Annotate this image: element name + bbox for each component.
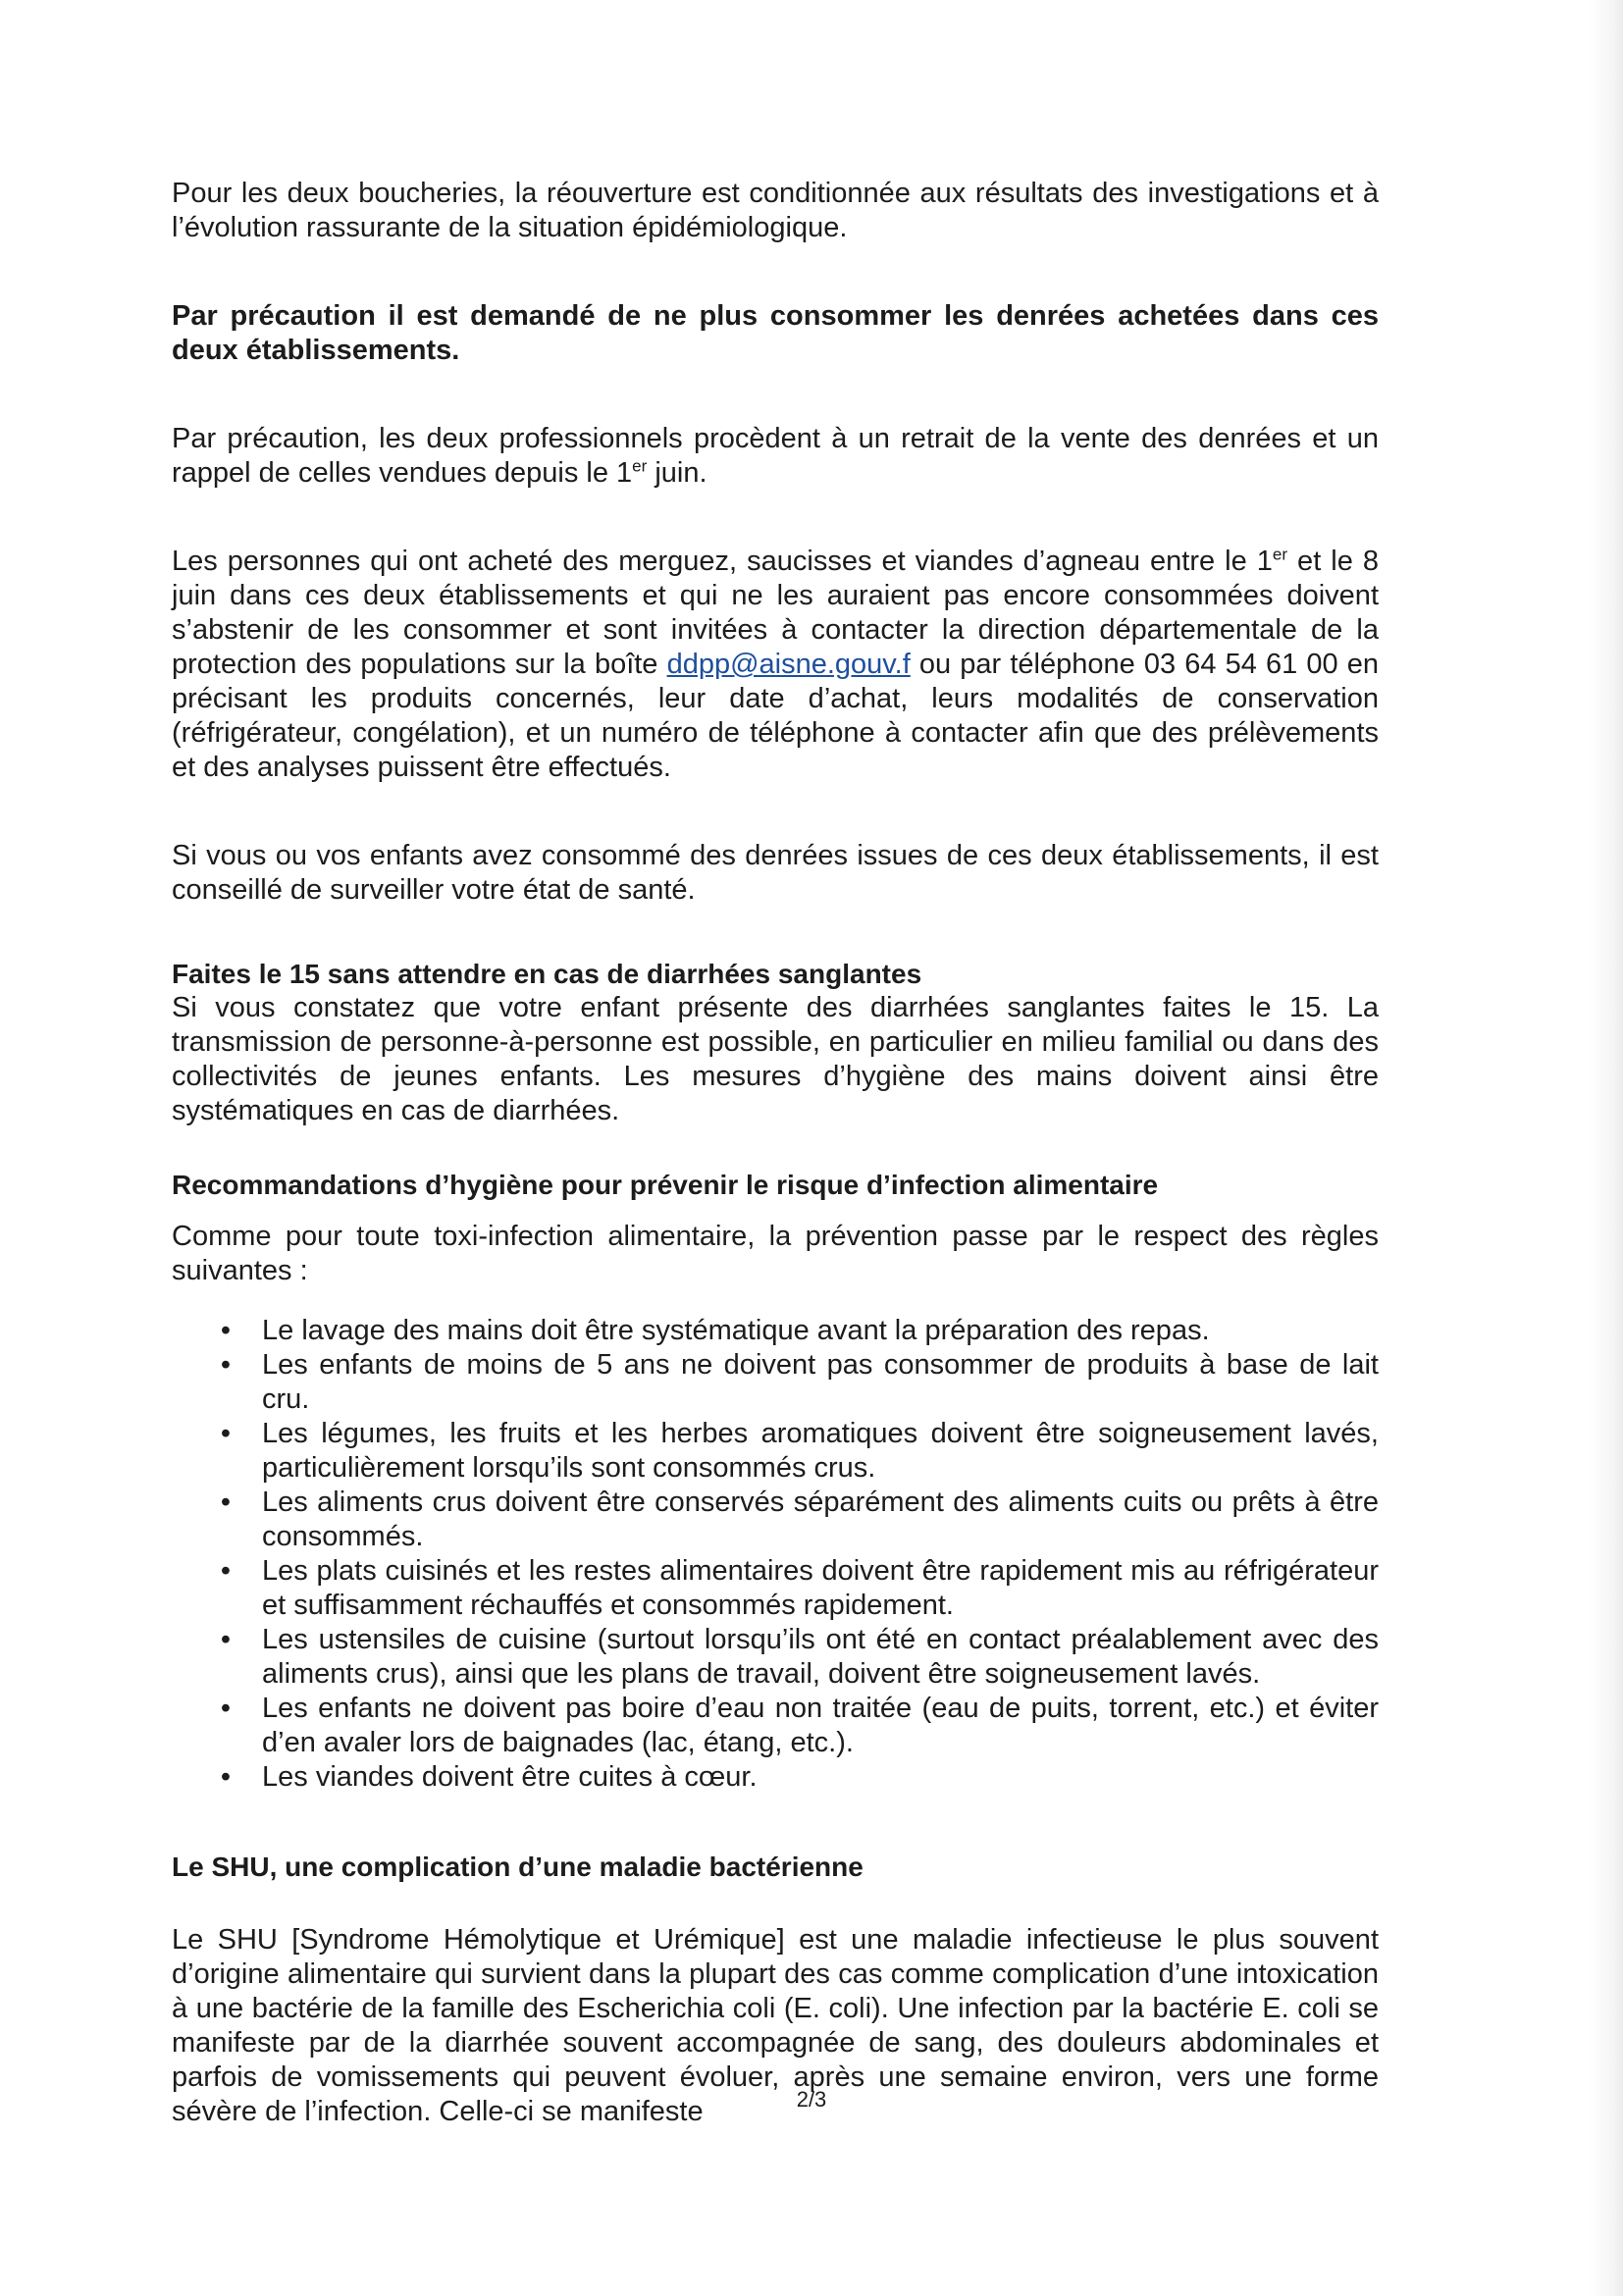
list-item-text: Les plats cuisinés et les restes alimentaires doivent être rapidement mis au réfrigérateur et suffisamment réchauffés et consommés rapidement. bbox=[262, 1555, 1379, 1621]
buyers-text-a: Les personnes qui ont acheté des merguez, saucisses et viandes d’agneau entre le 1 bbox=[172, 546, 1273, 577]
list-item bbox=[172, 1554, 1379, 1623]
reopening-paragraph: Pour les deux boucheries, la réouverture est conditionnée aux résultats des investigations et à l’évolution rassurante de la situation épidémiologique. bbox=[172, 178, 1379, 243]
bullet-icon: • bbox=[220, 1555, 232, 1587]
bullet-icon: • bbox=[220, 1418, 232, 1449]
bullet-icon: • bbox=[220, 1487, 232, 1518]
buyers-text-c: ou par téléphone 03 64 54 61 00 en précisant les produits concernés, leur date d’achat, leurs modalités de conservation (réfrigérateur, congélation), et un numéro de téléphone à contacter afin que des prélèvements et des analyses puissent être effectués. bbox=[172, 649, 1380, 783]
hygiene-rules-list bbox=[172, 1314, 1379, 1795]
bullet-icon: • bbox=[220, 1693, 232, 1724]
hygiene-intro: Comme pour toute toxi-infection alimentaire, la prévention passe par le respect des règles suivantes : bbox=[172, 1221, 1379, 1286]
precaution-warning: Par précaution il est demandé de ne plus consommer les denrées achetées dans ces deux établissements. bbox=[172, 300, 1379, 366]
list-item-text: Les enfants de moins de 5 ans ne doivent pas consommer de produits à base de lait cru. bbox=[262, 1349, 1379, 1415]
recall-text-end: juin. bbox=[647, 457, 707, 489]
recall-text: Par précaution, les deux professionnels procèdent à un retrait de la vente des denrées et un rappel de celles vendues depuis le 1 bbox=[172, 423, 1379, 489]
list-item-text: Les aliments crus doivent être conservés séparément des aliments cuits ou prêts à être consommés. bbox=[262, 1487, 1379, 1552]
document-body bbox=[172, 177, 1379, 2129]
list-item-text: Les enfants ne doivent pas boire d’eau non traitée (eau de puits, torrent, etc.) et éviter d’en avaler lors de baignades (lac, étang, etc.). bbox=[262, 1693, 1379, 1758]
list-item-text: Les viandes doivent être cuites à cœur. bbox=[262, 1761, 758, 1793]
list-item bbox=[172, 1314, 1379, 1348]
recall-paragraph bbox=[172, 422, 1379, 491]
buyers-instructions-paragraph bbox=[172, 545, 1379, 785]
list-item bbox=[172, 1692, 1379, 1760]
scan-edge-shadow bbox=[1588, 0, 1623, 2296]
list-item-text: Les légumes, les fruits et les herbes aromatiques doivent être soigneusement lavés, particulièrement lorsqu’ils sont consommés crus. bbox=[262, 1418, 1379, 1484]
list-item-text: Le lavage des mains doit être systématique avant la préparation des repas. bbox=[262, 1315, 1210, 1346]
buyers-superscript: er bbox=[1272, 545, 1288, 564]
page-number: 2/3 bbox=[796, 2087, 827, 2112]
list-item-text: Les ustensiles de cuisine (surtout lorsqu’ils ont été en contact préalablement avec des aliments crus), ainsi que les plans de travail, doivent être soigneusement lavés. bbox=[262, 1624, 1379, 1690]
shu-paragraph: Le SHU [Syndrome Hémolytique et Urémique] est une maladie infectieuse le plus souvent d’origine alimentaire qui survient dans la plupart des cas comme complication d’une intoxication à une bactérie de la famille des Escherichia coli (E. coli). Une infection par la bactérie E. coli se manifeste par de la diarrhée souvent accompagnée de sang, des douleurs abdominales et parfois de vomissements qui peuvent évoluer, après une semaine environ, vers une forme sévère de l’infection. Celle-ci se manifeste bbox=[172, 1924, 1379, 2127]
recall-superscript: er bbox=[632, 456, 648, 476]
emergency-paragraph: Si vous constatez que votre enfant présente des diarrhées sanglantes faites le 15. La transmission de personne-à-personne est possible, en particulier en milieu familial ou dans des collectivités de jeunes enfants. Les mesures d’hygiène des mains doivent ainsi être systématiques en cas de diarrhées. bbox=[172, 992, 1379, 1126]
list-item bbox=[172, 1486, 1379, 1554]
health-monitoring-paragraph: Si vous ou vos enfants avez consommé des denrées issues de ces deux établissements, il est conseillé de surveiller votre état de santé. bbox=[172, 840, 1379, 906]
bullet-icon: • bbox=[220, 1315, 232, 1346]
list-item bbox=[172, 1760, 1379, 1795]
bullet-icon: • bbox=[220, 1624, 232, 1655]
list-item bbox=[172, 1348, 1379, 1417]
bullet-icon: • bbox=[220, 1761, 232, 1793]
list-item bbox=[172, 1623, 1379, 1692]
bullet-icon: • bbox=[220, 1349, 232, 1381]
emergency-heading: Faites le 15 sans attendre en cas de diarrhées sanglantes bbox=[172, 959, 922, 989]
hygiene-heading: Recommandations d’hygiène pour prévenir le risque d’infection alimentaire bbox=[172, 1170, 1159, 1200]
contact-email-link[interactable]: ddpp@aisne.gouv.f bbox=[666, 649, 911, 680]
shu-heading: Le SHU, une complication d’une maladie bactérienne bbox=[172, 1852, 864, 1882]
buyers-text-b: et le 8 juin dans ces deux établissements et qui ne les auraient pas encore consommées doivent s’abstenir de les consommer et sont invitées à contacter la direction départementale de la protection des populations sur la boîte bbox=[172, 546, 1380, 680]
list-item bbox=[172, 1417, 1379, 1486]
